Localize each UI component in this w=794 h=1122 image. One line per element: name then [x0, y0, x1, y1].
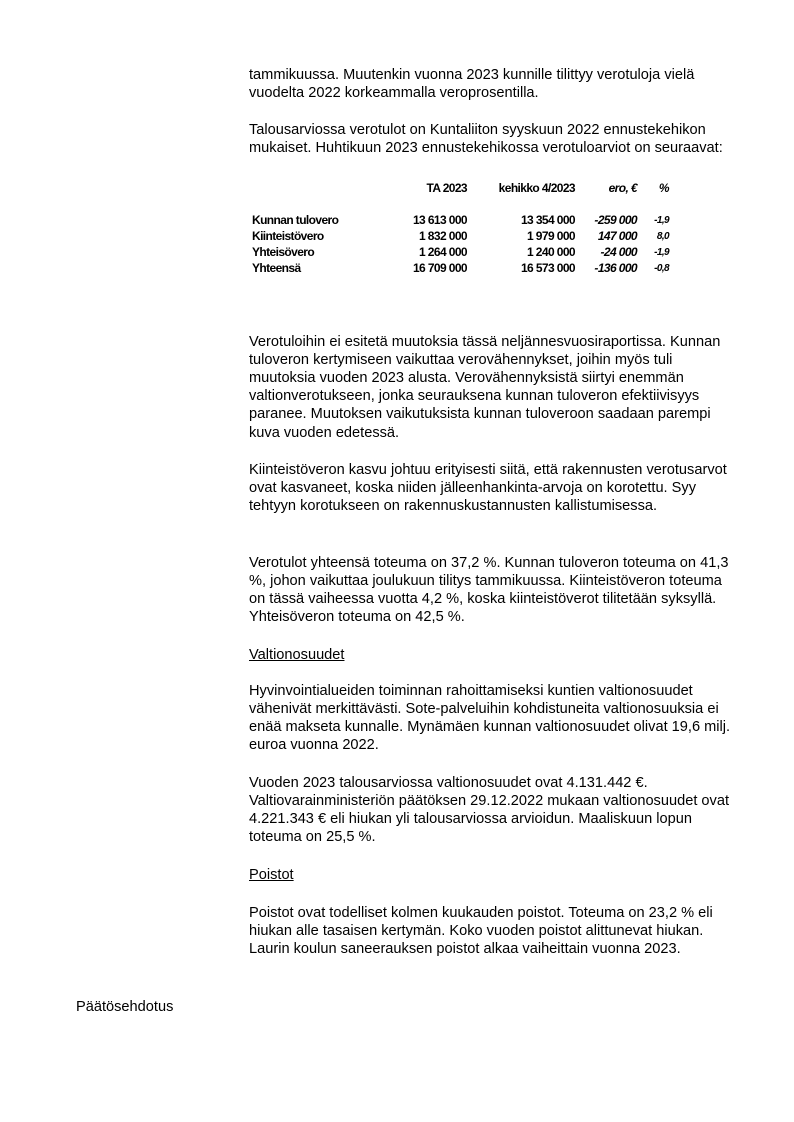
table-header: %	[658, 181, 669, 195]
table-row	[252, 228, 669, 244]
cell-ero: -136 000	[594, 261, 637, 275]
paragraph-property-tax: Kiinteistöveron kasvu johtuu erityisesti siitä, että rakennusten verotusarvot ovat kasvaneet, koska niiden jälleenhankinta-arvoja on korotettu. Syy tehtyyn korotukseen on rakennuskustannusten kallistumisessa.	[249, 461, 727, 514]
cell-percent: 8,0	[656, 230, 669, 242]
cell-ero: -259 000	[594, 213, 637, 227]
table-header: kehikko 4/2023	[498, 181, 575, 195]
paragraph-budget: Talousarviossa verotulot on Kuntaliiton syyskuun 2022 ennustekehikon mukaiset. Huhtikuun 2023 ennustekehikossa verotuloarviot on seuraavat:	[249, 121, 723, 156]
tax-revenue-table	[252, 180, 669, 276]
cell-kehikko: 13 354 000	[520, 213, 575, 227]
cell-ero: -24 000	[600, 245, 637, 259]
table-row	[252, 244, 669, 260]
table-header: TA 2023	[426, 181, 467, 195]
paragraph-realization: Verotulot yhteensä toteuma on 37,2 %. Kunnan tuloveron toteuma on 41,3 %, johon vaikuttaa joulukuun tilitys tammikuussa. Kiinteistöveron toteuma on tässä vaiheessa vuotta 4,2 %, koska kiinteistöverot tilitetään syksyllä. Yhteisöveron toteuma on 42,5 %.	[249, 554, 729, 626]
cell-ta2023: 1 832 000	[419, 229, 467, 243]
row-label: Kunnan tulovero	[252, 213, 339, 227]
cell-ta2023: 13 613 000	[412, 213, 467, 227]
cell-kehikko: 16 573 000	[520, 261, 575, 275]
table-header	[252, 180, 382, 196]
table-header-row	[252, 180, 669, 196]
table-row	[252, 212, 669, 228]
table-header: ero, €	[608, 181, 637, 195]
cell-kehikko: 1 979 000	[527, 229, 575, 243]
cell-ero: 147 000	[597, 229, 637, 243]
heading-valtionosuudet: Valtionosuudet	[249, 646, 345, 663]
row-label: Yhteensä	[252, 261, 301, 275]
heading-poistot: Poistot	[249, 866, 294, 883]
paragraph-changes: Verotuloihin ei esitetä muutoksia tässä neljännesvuosiraportissa. Kunnan tuloveron kertymiseen vaikuttaa verovähennykset, joihin myös tuli muutoksia vuoden 2023 alusta. Verovähennyksistä siirtyi enemmän valtionverotukseen, jonka seurauksena kunnan tuloveron efektiivisyys paranee. Muutoksen vaikutuksista kunnan tuloveroon saadaan parempi kuva vuoden edetessä.	[249, 333, 721, 441]
row-label: Kiinteistövero	[252, 229, 324, 243]
cell-ta2023: 16 709 000	[412, 261, 467, 275]
paragraph-state-aid-1: Hyvinvointialueiden toiminnan rahoittamiseksi kuntien valtionosuudet vähenivät merkittävästi. Sote-palveluihin kohdistuneita valtionosuuksia ei enää makseta kunnalle. Mynämäen kunnan valtionosuudet olivat 19,6 milj. euroa vuonna 2022.	[249, 682, 731, 754]
table-row-total	[252, 260, 669, 276]
paragraph-intro: tammikuussa. Muutenkin vuonna 2023 kunnille tilittyy verotuloja vielä vuodelta 2022 korkeammalla veroprosentilla.	[249, 66, 695, 101]
cell-percent: -0,8	[654, 262, 669, 274]
side-label-paatosehdotus: Päätösehdotus	[76, 999, 174, 1015]
paragraph-state-aid-2: Vuoden 2023 talousarviossa valtionosuudet ovat 4.131.442 €. Valtiovarainministeriön päätöksen 29.12.2022 mukaan valtionosuudet ovat 4.221.343 € eli hiukan yli talousarviossa arvioidun. Maaliskuun lopun toteuma on 25,5 %.	[249, 774, 730, 846]
row-label: Yhteisövero	[252, 245, 315, 259]
cell-kehikko: 1 240 000	[527, 245, 575, 259]
cell-percent: -1,9	[654, 214, 669, 226]
cell-percent: -1,9	[654, 246, 669, 258]
cell-ta2023: 1 264 000	[419, 245, 467, 259]
paragraph-depreciation: Poistot ovat todelliset kolmen kuukauden poistot. Toteuma on 23,2 % eli hiukan alle tasaisen kertymän. Koko vuoden poistot alittunevat hiukan. Laurin koulun saneerauksen poistot alkaa vaiheittain vuonna 2023.	[249, 904, 713, 957]
